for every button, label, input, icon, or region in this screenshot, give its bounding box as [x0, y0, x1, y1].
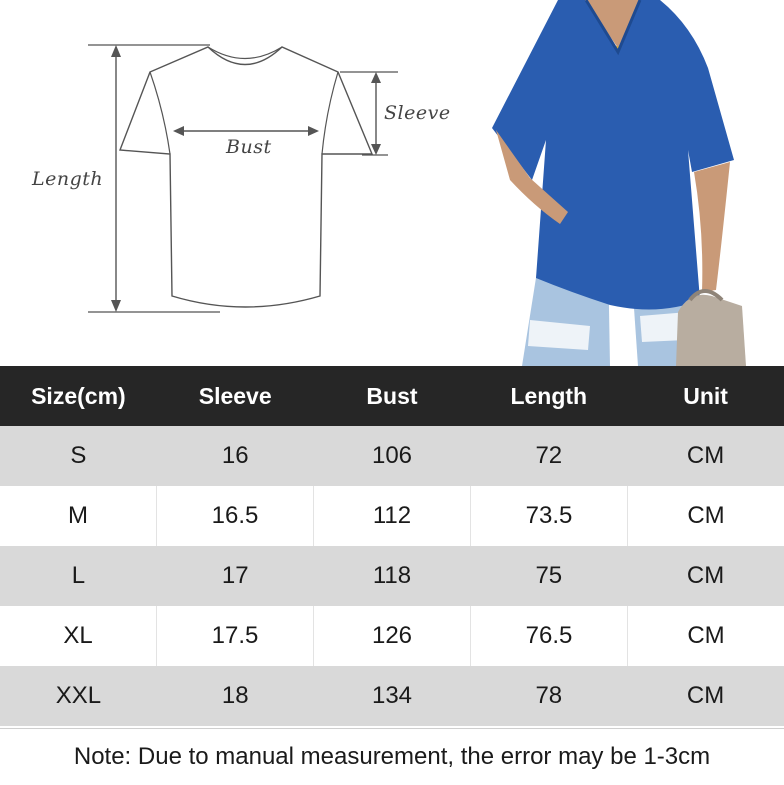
measurement-note: Note: Due to manual measurement, the error may be 1-3cm: [0, 728, 784, 785]
header-bust: Bust: [366, 382, 418, 409]
sleeve-seam-left: [150, 72, 170, 154]
cell-size: M: [0, 486, 157, 546]
table-header-row: [0, 366, 784, 426]
table-row: [0, 666, 784, 726]
header-unit: Unit: [683, 382, 728, 409]
cell-bust: 126: [314, 606, 471, 666]
cell-sleeve: 18: [221, 682, 249, 709]
right-arm: [694, 162, 730, 292]
cell-bust: 134: [371, 682, 413, 709]
cell-unit: CM: [686, 442, 725, 469]
model-photo: [490, 0, 784, 366]
cell-bust: 118: [372, 562, 412, 589]
header-length: Length: [510, 382, 588, 409]
cell-unit: CM: [686, 562, 725, 589]
cell-size: S: [70, 442, 87, 469]
length-label: Length: [32, 168, 104, 190]
cell-bust: 112: [314, 486, 471, 546]
handbag: [676, 295, 746, 366]
cell-sleeve: 17: [221, 562, 249, 589]
table-row: [0, 546, 784, 606]
cell-size: L: [71, 562, 86, 589]
cell-size: XXL: [55, 682, 102, 709]
cell-length: 76.5: [471, 606, 628, 666]
table-row: [0, 426, 784, 486]
header-sleeve: Sleeve: [198, 382, 272, 409]
cell-sleeve: 17.5: [157, 606, 314, 666]
cell-length: 73.5: [471, 486, 628, 546]
cell-size: XL: [0, 606, 157, 666]
sleeve-label: Sleeve: [384, 102, 451, 124]
bust-label: Bust: [226, 136, 272, 158]
sleeve-seam-right: [322, 72, 338, 154]
cell-sleeve: 16.5: [157, 486, 314, 546]
size-table: [0, 366, 784, 726]
cell-bust: 106: [371, 442, 413, 469]
tshirt-collar: [208, 47, 282, 59]
cell-length: 78: [535, 682, 563, 709]
header-size: Size(cm): [31, 382, 126, 409]
cell-unit: CM: [687, 622, 725, 649]
cell-sleeve: 16: [221, 442, 249, 469]
cell-unit: CM: [686, 682, 725, 709]
cell-length: 75: [535, 562, 563, 589]
cell-length: 72: [535, 442, 563, 469]
cell-unit: CM: [687, 502, 725, 529]
table-row: [0, 606, 784, 666]
model-illustration: [490, 0, 784, 366]
size-diagram: [0, 0, 490, 366]
table-row: [0, 486, 784, 546]
